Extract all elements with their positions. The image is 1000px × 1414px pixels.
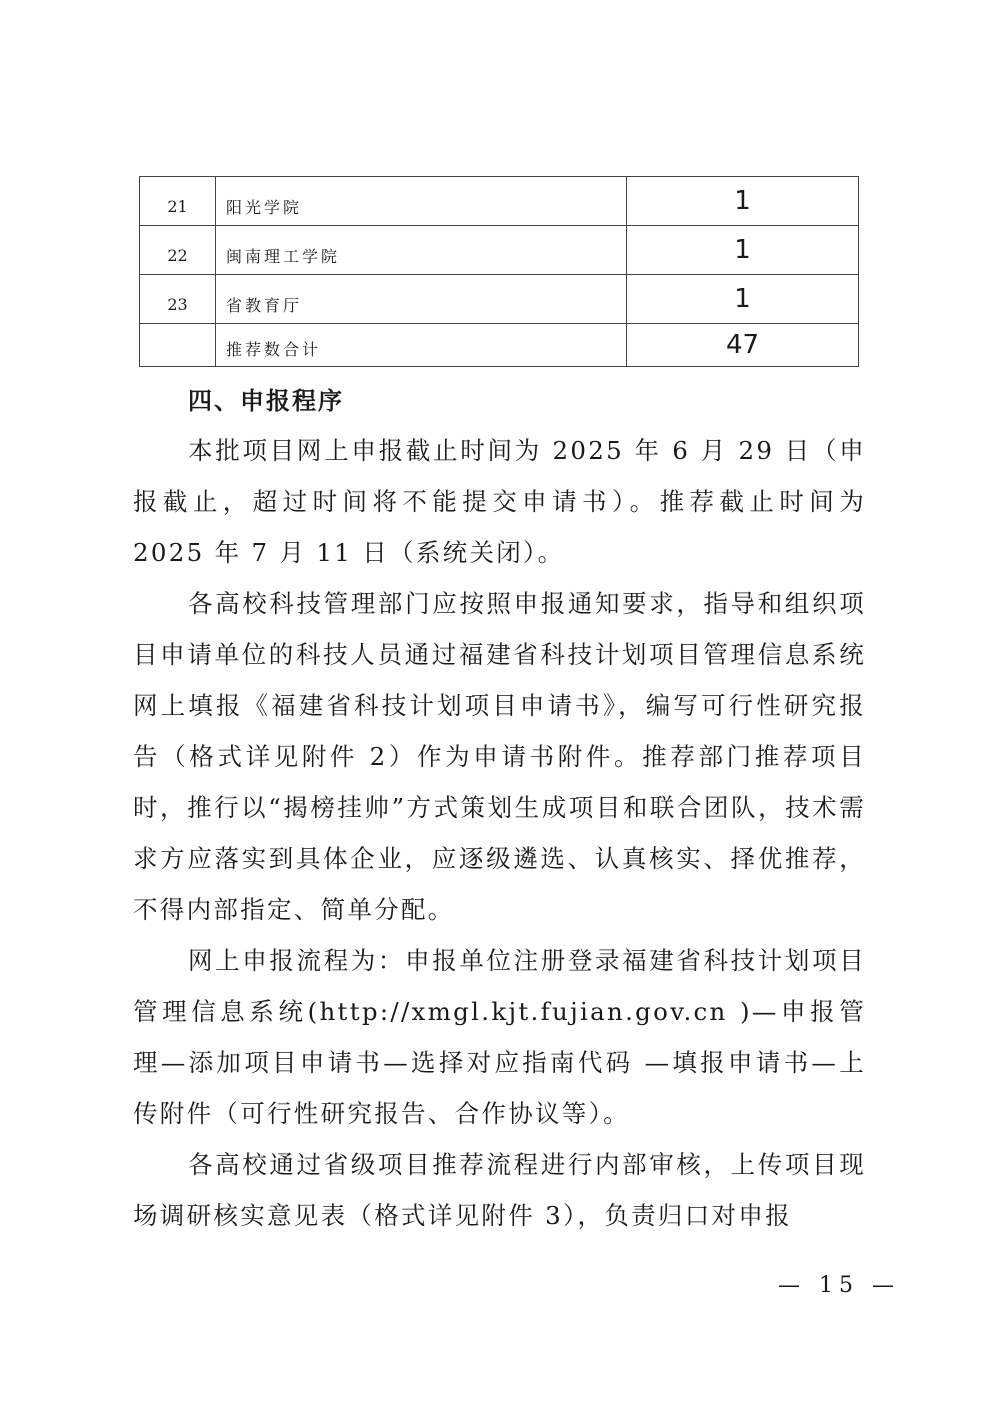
section-heading: 四、申报程序 xyxy=(188,387,344,415)
table-row xyxy=(140,275,859,324)
table-row xyxy=(140,226,859,275)
total-count: 47 xyxy=(725,330,760,360)
paragraph-requirements: 各高校科技管理部门应按照申报通知要求，指导和组织项目申请单位的科技人员通过福建省科技计划项目管理信息系统网上填报《福建省科技计划项目申请书》，编写可行性研究报告（格式详见附件 2）作为申请书附件。推荐部门推荐项目时，推行以“揭榜挂帅”方式策划生成项目和联合团队，技术需求方应落实到具体企业，应逐级遴选、认真核实、择优推荐，不得内部指定、简单分配。 xyxy=(133,589,866,924)
row-number: 22 xyxy=(167,245,188,265)
page-number: — 15 — xyxy=(778,1273,900,1298)
total-label: 推荐数合计 xyxy=(226,339,322,359)
paragraph-deadline: 本批项目网上申报截止时间为 2025 年 6 月 29 日（申报截止，超过时间将不能提交申请书）。推荐截止时间为 2025 年 7 月 11 日（系统关闭）。 xyxy=(133,436,866,567)
table-row xyxy=(140,177,859,226)
quota-count: 1 xyxy=(734,235,751,265)
row-number: 23 xyxy=(167,294,188,314)
row-number: 21 xyxy=(167,196,188,216)
recommendation-quota-table xyxy=(139,176,859,367)
institution-name: 阳光学院 xyxy=(226,197,303,217)
institution-name: 闽南理工学院 xyxy=(226,246,341,266)
table-total-row xyxy=(140,324,859,367)
institution-name: 省教育厅 xyxy=(226,295,303,315)
paragraph-review: 各高校通过省级项目推荐流程进行内部审核，上传项目现场调研核实意见表（格式详见附件 3），负责归口对申报 xyxy=(133,1150,866,1230)
quota-count: 1 xyxy=(734,284,751,314)
quota-count: 1 xyxy=(734,186,751,216)
paragraph-online-process: 网上申报流程为：申报单位注册登录福建省科技计划项目管理信息系统(http://xmgl.kjt.fujian.gov.cn )—申报管理—添加项目申请书—选择对应指南代码 —填报申请书—上传附件（可行性研究报告、合作协议等）。 xyxy=(133,946,866,1128)
